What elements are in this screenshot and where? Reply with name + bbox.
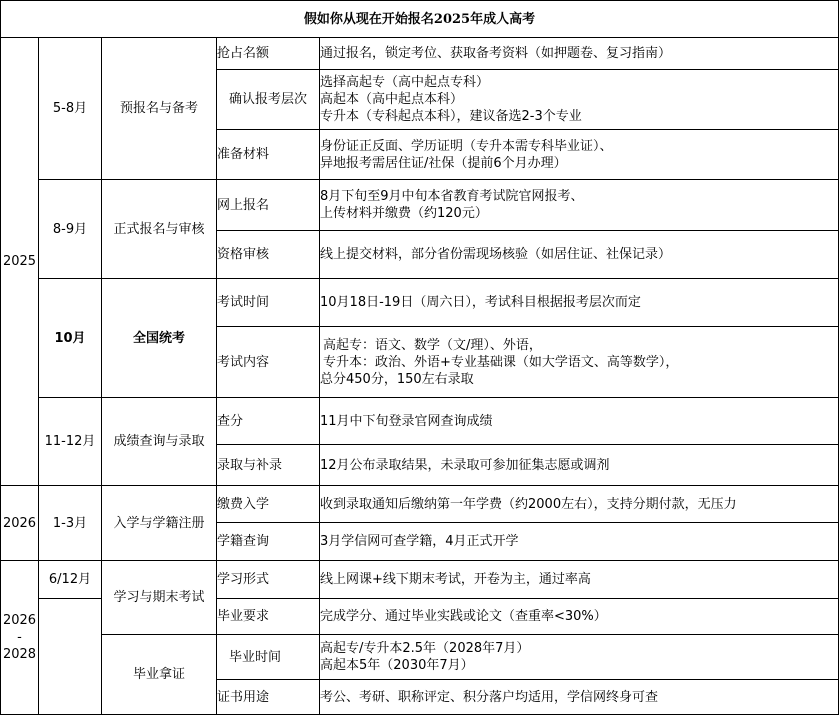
desc-cell bbox=[320, 279, 839, 327]
desc-line: 通过报名，锁定考位、获取备考资料（如押题卷、复习指南） bbox=[320, 46, 672, 61]
desc-line: 选择高起专（高中起点专科） bbox=[320, 75, 490, 90]
item-cell: 抢占名额 bbox=[217, 38, 320, 70]
phase-cell: 预报名与备考 bbox=[102, 38, 217, 180]
phase-cell: 正式报名与审核 bbox=[102, 180, 217, 279]
desc-line: 高起专：语文、数学（文/理）、外语， bbox=[323, 337, 542, 353]
desc-line: 总分450分，150左右录取 bbox=[320, 371, 474, 387]
year-line: - bbox=[17, 630, 22, 645]
desc-cell bbox=[320, 180, 839, 231]
item-cell: 录取与补录 bbox=[217, 445, 320, 486]
desc-cell bbox=[320, 70, 839, 130]
desc-line: 考公、考研、职称评定、积分落户均适用，学信网终身可查 bbox=[320, 689, 659, 705]
month-cell: 6/12月 bbox=[39, 561, 102, 599]
table-row bbox=[1, 398, 839, 445]
item-cell: 学习形式 bbox=[217, 561, 320, 599]
item-cell: 缴费入学 bbox=[217, 486, 320, 523]
desc-cell bbox=[320, 38, 839, 70]
desc-line: 线上提交材料，部分省份需现场核验（如居住证、社保记录） bbox=[320, 247, 672, 262]
desc-line: 专升本：政治、外语+专业基础课（如大学语文、高等数学）， bbox=[323, 354, 679, 370]
phase-cell: 成绩查询与录取 bbox=[102, 398, 217, 486]
desc-cell bbox=[320, 327, 839, 398]
desc-line: 3月学信网可查学籍，4月正式开学 bbox=[320, 534, 519, 549]
item-cell: 证书用途 bbox=[217, 680, 320, 715]
item-cell: 确认报考层次 bbox=[217, 70, 320, 130]
table-row bbox=[1, 635, 839, 680]
desc-line: 高起本（高中起点本科） bbox=[320, 92, 464, 107]
desc-line: 异地报考需居住证/社保（提前6个月办理） bbox=[320, 155, 567, 171]
item-cell: 准备材料 bbox=[217, 130, 320, 180]
desc-cell bbox=[320, 486, 839, 523]
desc-cell bbox=[320, 398, 839, 445]
item-cell: 学籍查询 bbox=[217, 523, 320, 561]
year-line: 2026 bbox=[2, 613, 37, 628]
desc-cell bbox=[320, 561, 839, 599]
phase-cell: 毕业拿证 bbox=[102, 635, 217, 715]
desc-line: 10月18日-19日（周六日），考试科目根据报考层次而定 bbox=[320, 295, 641, 310]
month-cell: 1-3月 bbox=[39, 486, 102, 561]
table-row bbox=[1, 279, 839, 327]
year-cell-2026: 2026 bbox=[1, 486, 39, 561]
desc-line: 身份证正反面、学历证明（专升本需专科毕业证）、 bbox=[320, 138, 613, 154]
phase-cell: 学习与期末考试 bbox=[102, 561, 217, 635]
desc-cell bbox=[320, 130, 839, 180]
month-cell: 5-8月 bbox=[39, 38, 102, 180]
desc-cell bbox=[320, 523, 839, 561]
item-cell: 毕业时间 bbox=[217, 635, 320, 680]
item-cell: 资格审核 bbox=[217, 231, 320, 279]
desc-line: 11月中下旬登录官网查询成绩 bbox=[320, 413, 493, 429]
table-row bbox=[1, 38, 839, 70]
desc-cell bbox=[320, 599, 839, 635]
desc-line: 12月公布录取结果，未录取可参加征集志愿或调剂 bbox=[320, 457, 610, 473]
desc-line: 高起本5年（2030年7月） bbox=[320, 658, 474, 673]
desc-line: 完成学分、通过毕业实践或论文（查重率<30%） bbox=[320, 609, 607, 624]
desc-line: 收到录取通知后缴纳第一年学费（约2000左右），支持分期付款，无压力 bbox=[320, 496, 737, 512]
desc-cell bbox=[320, 680, 839, 715]
month-cell: 8-9月 bbox=[39, 180, 102, 279]
table-row bbox=[1, 561, 839, 599]
phase-cell: 全国统考 bbox=[102, 279, 217, 398]
desc-line: 线上网课+线下期末考试，开卷为主，通过率高 bbox=[320, 572, 591, 587]
item-cell: 考试内容 bbox=[217, 327, 320, 398]
desc-cell bbox=[320, 231, 839, 279]
table-row bbox=[1, 486, 839, 523]
item-cell: 毕业要求 bbox=[217, 599, 320, 635]
year-cell-2025: 2025 bbox=[1, 38, 39, 486]
item-cell: 查分 bbox=[217, 398, 320, 445]
month-cell: 10月 bbox=[39, 279, 102, 398]
desc-cell bbox=[320, 635, 839, 680]
year-cell-2026-2028 bbox=[1, 561, 39, 715]
month-cell: 11-12月 bbox=[39, 398, 102, 486]
page-title: 假如你从现在开始报名2025年成人高考 bbox=[1, 1, 839, 38]
desc-line: 高起专/专升本2.5年（2028年7月） bbox=[320, 641, 530, 656]
desc-line: 专升本（专科起点本科），建议备选2-3个专业 bbox=[320, 109, 582, 124]
desc-line: 8月下旬至9月中旬本省教育考试院官网报考、 bbox=[320, 189, 584, 204]
item-cell: 考试时间 bbox=[217, 279, 320, 327]
title-row bbox=[1, 1, 839, 38]
month-cell-empty bbox=[39, 599, 102, 715]
desc-cell bbox=[320, 445, 839, 486]
year-line: 2028 bbox=[2, 647, 37, 662]
phase-cell: 入学与学籍注册 bbox=[102, 486, 217, 561]
table-row bbox=[1, 180, 839, 231]
desc-line: 上传材料并缴费（约120元） bbox=[320, 206, 488, 221]
item-cell: 网上报名 bbox=[217, 180, 320, 231]
